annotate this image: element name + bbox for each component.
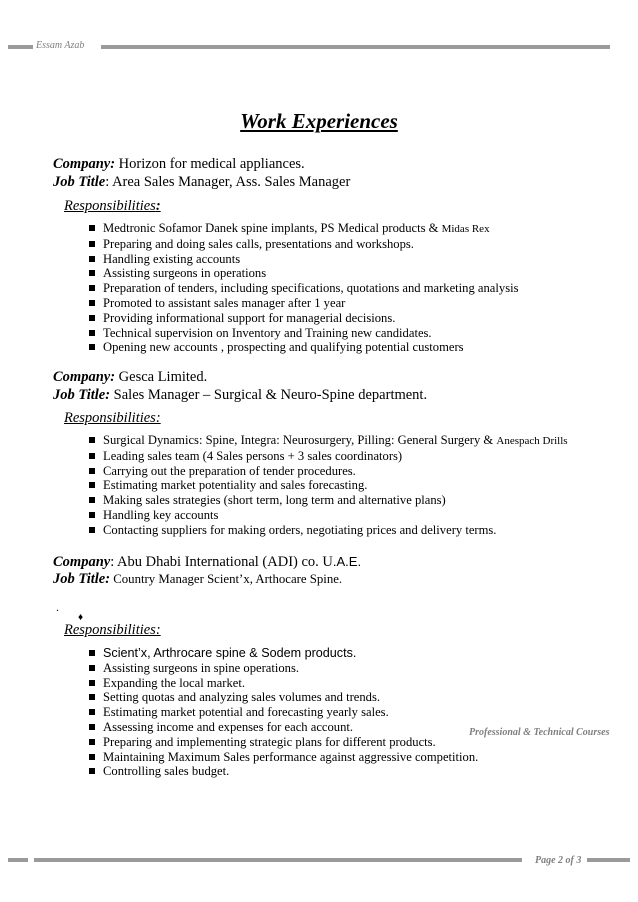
list-item: Carrying out the preparation of tender procedures. — [88, 464, 568, 479]
page-header — [0, 38, 638, 54]
item-text: Medtronic Sofamor Danek spine implants, PS Medical products & — [103, 221, 442, 235]
list-item: Preparation of tenders, including specifications, quotations and marketing analysis — [88, 281, 519, 296]
footer-rule-left — [8, 858, 28, 862]
list-item: Setting quotas and analyzing sales volumes and trends. — [88, 690, 478, 705]
company-name-suffix: .A.E. — [332, 554, 362, 569]
company-label: Company — [53, 554, 111, 570]
job-title: Sales Manager – Surgical & Neuro-Spine department. — [110, 387, 428, 403]
job2-responsibilities-heading: Responsibilities: — [64, 410, 161, 426]
list-item: Promoted to assistant sales manager after 1 year — [88, 296, 519, 311]
list-item: Maintaining Maximum Sales performance against aggressive competition. — [88, 750, 478, 765]
item-text-small: Midas Rex — [441, 223, 490, 235]
resp-label: Responsibilities — [64, 198, 156, 214]
stray-dot: . — [56, 600, 59, 614]
list-item: Expanding the local market. — [88, 676, 478, 691]
list-item: Technical supervision on Inventory and Training new candidates. — [88, 326, 519, 341]
job1-title — [53, 174, 350, 191]
job3-responsibilities-list — [88, 646, 478, 779]
list-item: Scient’x, Arthrocare spine & Sodem products. — [88, 646, 478, 661]
footer-rule-main — [34, 858, 522, 862]
company-name: Horizon for medical appliances. — [115, 156, 305, 172]
list-item: Contacting suppliers for making orders, negotiating prices and delivery terms. — [88, 523, 568, 538]
list-item: Estimating market potential and forecasting yearly sales. — [88, 705, 478, 720]
list-item: Estimating market potentiality and sales forecasting. — [88, 478, 568, 493]
item-text-small: Anespach Drills — [496, 435, 568, 447]
item-text: Surgical Dynamics: Spine, Integra: Neurosurgery, Pilling: General Surgery & — [103, 433, 497, 447]
list-item: Making sales strategies (short term, long term and alternative plans) — [88, 493, 568, 508]
page-footer — [0, 853, 638, 869]
job3-title — [53, 571, 342, 588]
header-rule-right — [101, 45, 610, 49]
job-title-label: Job Title: — [53, 387, 111, 403]
resp-colon: : — [155, 198, 161, 214]
list-item: Assessing income and expenses for each account. — [88, 720, 478, 735]
company-label: Company: — [53, 369, 116, 385]
job1-company — [53, 156, 305, 173]
list-item: Controlling sales budget. — [88, 764, 478, 779]
footer-rule-right — [587, 858, 630, 862]
list-item: Preparing and doing sales calls, presentations and workshops. — [88, 237, 519, 252]
job-title: Country Manager Scient’x, Arthocare Spine. — [110, 572, 343, 586]
job2-title — [53, 387, 427, 404]
company-label: Company: — [53, 156, 116, 172]
job3-responsibilities-heading: Responsibilities: — [64, 622, 161, 638]
header-author: Essam Azab — [36, 40, 85, 51]
header-rule-left — [8, 45, 33, 49]
job-title-label: Job Title: — [53, 571, 111, 587]
page-number: Page 2 of 3 — [535, 855, 582, 866]
list-item: Leading sales team (4 Sales persons + 3 sales coordinators) — [88, 449, 568, 464]
list-item: Providing informational support for managerial decisions. — [88, 311, 519, 326]
company-name: : Abu Dhabi International (ADI) co. U — [110, 554, 333, 570]
job2-responsibilities-list — [88, 433, 568, 538]
job1-responsibilities-list — [88, 221, 519, 355]
list-item: Assisting surgeons in spine operations. — [88, 661, 478, 676]
job-title: : Area Sales Manager, Ass. Sales Manager — [105, 174, 351, 190]
diamond-icon: ♦ — [78, 612, 84, 623]
list-item: Handling existing accounts — [88, 252, 519, 267]
list-item: Opening new accounts , prospecting and qualifying potential customers — [88, 340, 519, 355]
job3-company — [53, 554, 361, 571]
job-title-label: Job Title — [53, 174, 106, 190]
list-item: Preparing and implementing strategic plans for different products. — [88, 735, 478, 750]
list-item — [88, 221, 519, 237]
page-title: Work Experiences — [240, 109, 398, 133]
list-item — [88, 433, 568, 449]
job2-company — [53, 369, 207, 386]
list-item: Assisting surgeons in operations — [88, 266, 519, 281]
list-item: Handling key accounts — [88, 508, 568, 523]
job1-responsibilities-heading — [64, 198, 161, 215]
company-name: Gesca Limited. — [115, 369, 208, 385]
sidebar-note: Professional & Technical Courses — [469, 727, 610, 738]
